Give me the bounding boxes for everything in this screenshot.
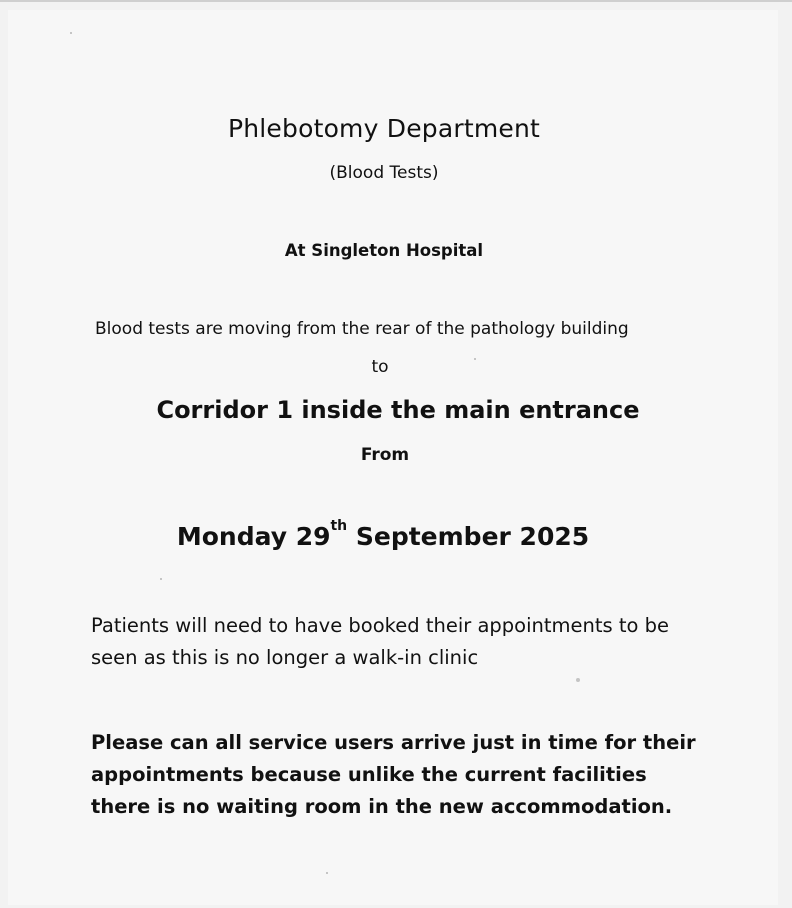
booking-requirement: Patients will need to have booked their appointments to be seen as this is no longer a walk-in clinic [91,614,670,669]
move-date-ordinal: th [330,518,348,534]
notice-sheet [8,10,778,905]
scan-top-edge [0,0,792,2]
department-title: Phlebotomy Department [227,114,541,143]
move-date [8,518,758,551]
department-subtitle: (Blood Tests) [329,163,439,183]
move-date-month-year: September 2025 [347,522,590,551]
scan-speck [160,578,162,580]
arrival-instruction: Please can all service users arrive just in time for their appointments because unlike the current facilities there is no waiting room in the new accommodation. [91,731,696,818]
new-location-heading: Corridor 1 inside the main entrance [156,396,640,424]
scan-speck [326,872,328,874]
move-date-day: Monday 29 [176,522,331,551]
scan-speck [576,678,580,682]
scan-speck [70,32,72,34]
moving-statement: Blood tests are moving from the rear of the pathology building [95,319,629,339]
from-connector: From [360,445,410,465]
to-connector: to [371,357,389,377]
hospital-location: At Singleton Hospital [284,241,484,260]
scan-speck [474,358,476,360]
